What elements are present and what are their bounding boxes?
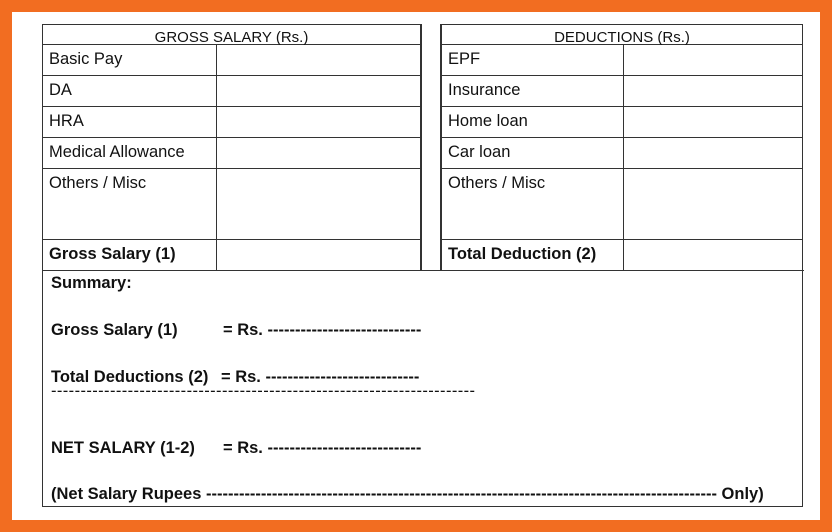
deductions-total-label: Total Deduction (2) bbox=[442, 240, 624, 271]
deductions-header: DEDUCTIONS (Rs.) bbox=[442, 25, 803, 45]
table-row bbox=[43, 107, 421, 138]
deductions-header-row bbox=[442, 25, 803, 45]
table-row bbox=[442, 138, 803, 169]
table-row bbox=[442, 240, 803, 271]
summary-net-label: NET SALARY (1-2) bbox=[51, 439, 195, 457]
summary-net-value: = Rs. ---------------------------- bbox=[223, 439, 422, 457]
summary-words-line: (Net Salary Rupees --------------------------------------------------------------------------------------------- Only) bbox=[51, 485, 764, 503]
deduction-item-label: Others / Misc bbox=[442, 169, 624, 240]
deduction-item-label: EPF bbox=[442, 45, 624, 76]
gross-header: GROSS SALARY (Rs.) bbox=[43, 25, 421, 45]
table-row bbox=[442, 76, 803, 107]
summary-gross-value: = Rs. ---------------------------- bbox=[223, 321, 422, 339]
table-row bbox=[43, 138, 421, 169]
gross-total-value[interactable] bbox=[216, 240, 420, 271]
summary-title: Summary: bbox=[51, 274, 132, 292]
summary-deductions-label: Total Deductions (2) bbox=[51, 368, 209, 386]
table-row bbox=[43, 240, 421, 271]
salary-slip bbox=[24, 24, 832, 532]
summary-deductions-value: = Rs. ---------------------------- bbox=[221, 368, 420, 386]
gross-item-value[interactable] bbox=[216, 169, 420, 240]
deduction-item-label: Insurance bbox=[442, 76, 624, 107]
deduction-item-value[interactable] bbox=[623, 76, 802, 107]
gross-total-label: Gross Salary (1) bbox=[43, 240, 217, 271]
gross-item-value[interactable] bbox=[216, 107, 420, 138]
deductions-total-value[interactable] bbox=[623, 240, 802, 271]
column-gap bbox=[421, 24, 441, 270]
summary-top-border bbox=[43, 270, 804, 271]
gross-item-value[interactable] bbox=[216, 45, 420, 76]
deduction-item-value[interactable] bbox=[623, 138, 802, 169]
table-row bbox=[442, 107, 803, 138]
gross-item-value[interactable] bbox=[216, 76, 420, 107]
gross-item-label: Medical Allowance bbox=[43, 138, 217, 169]
gross-item-value[interactable] bbox=[216, 138, 420, 169]
summary-divider: ------------------------------------------------------------------------ bbox=[51, 382, 476, 400]
gross-item-label: HRA bbox=[43, 107, 217, 138]
gross-header-row bbox=[43, 25, 421, 45]
gross-item-label: Others / Misc bbox=[43, 169, 217, 240]
summary-gross-label: Gross Salary (1) bbox=[51, 321, 178, 339]
deduction-item-value[interactable] bbox=[623, 169, 802, 240]
deduction-item-label: Home loan bbox=[442, 107, 624, 138]
table-row bbox=[43, 169, 421, 240]
table-row bbox=[43, 45, 421, 76]
gross-salary-table bbox=[42, 24, 421, 271]
deduction-item-value[interactable] bbox=[623, 45, 802, 76]
deductions-table bbox=[441, 24, 803, 271]
table-row bbox=[442, 45, 803, 76]
table-row bbox=[442, 169, 803, 240]
deduction-item-label: Car loan bbox=[442, 138, 624, 169]
gross-item-label: DA bbox=[43, 76, 217, 107]
table-row bbox=[43, 76, 421, 107]
deduction-item-value[interactable] bbox=[623, 107, 802, 138]
gross-item-label: Basic Pay bbox=[43, 45, 217, 76]
summary-section bbox=[42, 270, 803, 507]
